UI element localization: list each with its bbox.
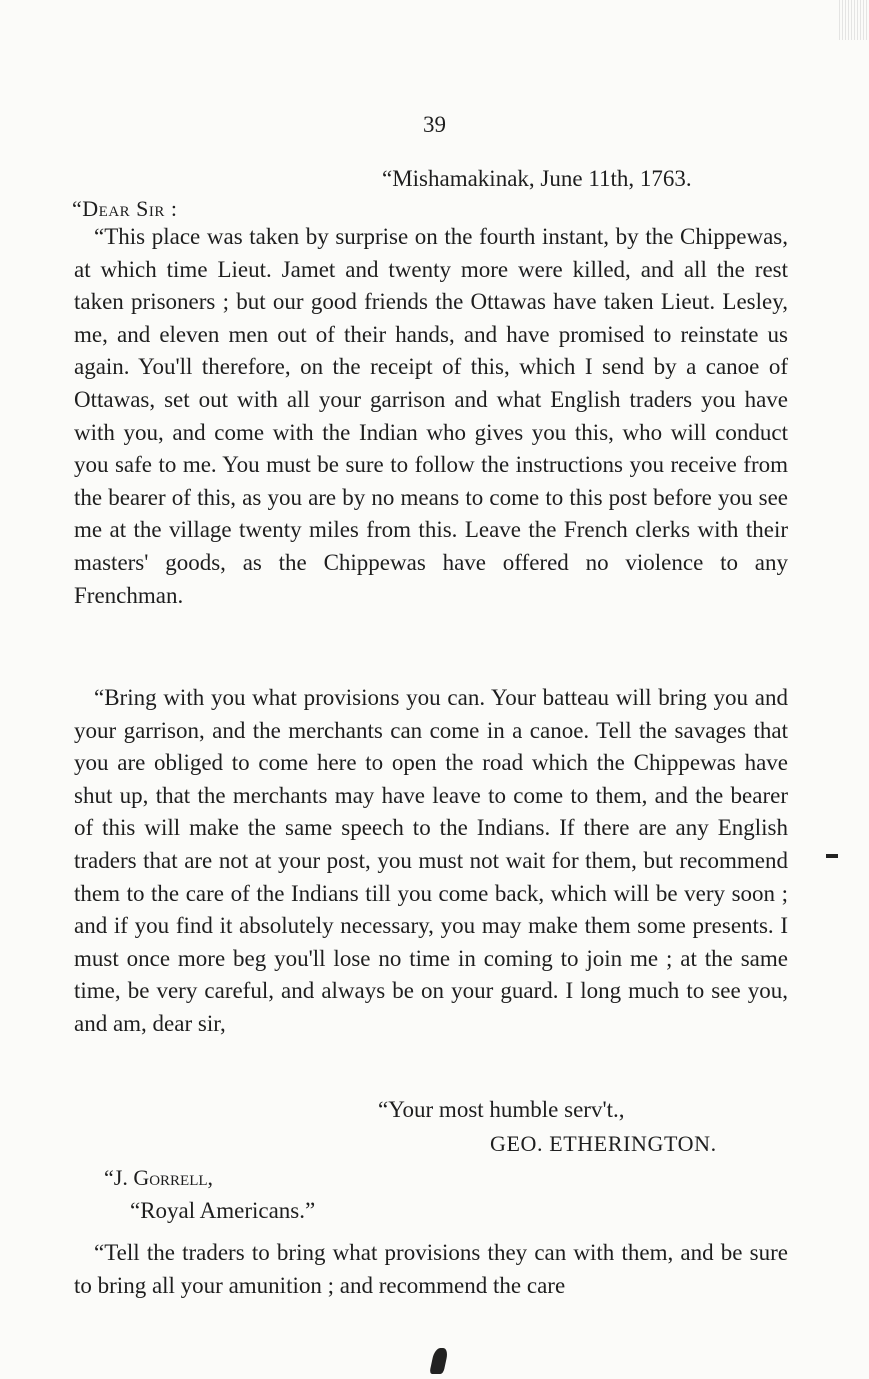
letter-paragraph-1: “This place was taken by surprise on the fourth instant, by the Chippewas, at which time Lieut. Jamet and twenty more were killed, and all the rest taken prisoners ; but our good friends the Ottawas have taken Lieut. Lesley, me, and eleven men out of their hands, and have promised to reinstate us again. You'll therefore, on the receipt of this, which I send by a canoe of Ottawas, set out with all your garrison and what English traders you have with you, and come with the Indian who gives you this, who will conduct you safe to me. You must be sure to follow the instructions you receive from the bearer of this, as you are by no means to come to this post before you see me at the village twenty miles from this. Leave the French clerks with their masters' goods, as the Chippewas have offered no violence to any Frenchman. [74,224,788,608]
page-number: 39 [423,112,446,137]
letter-signature: GEO. ETHERINGTON. [490,1131,717,1156]
letter-dateline: “Mishamakinak, June 11th, 1763. [382,166,692,191]
margin-ink-mark [826,854,838,858]
letter-postscript: “Tell the traders to bring what provisions they can with them, and be sure to bring all your amunition ; and recommend the care [74,1240,788,1298]
bottom-ink-blot [429,1348,449,1374]
letter-addressee: “J. Gorrell, [104,1165,214,1190]
page-edge-speckle [839,0,869,40]
letter-closing: “Your most humble serv't., [378,1097,625,1122]
letter-paragraph-2: “Bring with you what provisions you can. Your batteau will bring you and your garrison, and the merchants can come in a canoe. Tell the savages that you are obliged to come here to open the road which the Chippewas have shut up, that the merchants may have leave to come to them, and the bearer of this will make the same speech to the Indians. If there are any English traders that are not at your post, you must not wait for them, but recommend them to the care of the Indians till you come back, which will be very soon ; and if you find it absolutely necessary, you may make them some presents. I must once more beg you'll lose no time in coming to join me ; at the same time, be very careful, and always be on your guard. I long much to see you, and am, dear sir, [74,685,788,1036]
letter-salutation: “Dear Sir : [72,196,178,221]
letter-addressee-unit: “Royal Americans.” [130,1198,316,1223]
